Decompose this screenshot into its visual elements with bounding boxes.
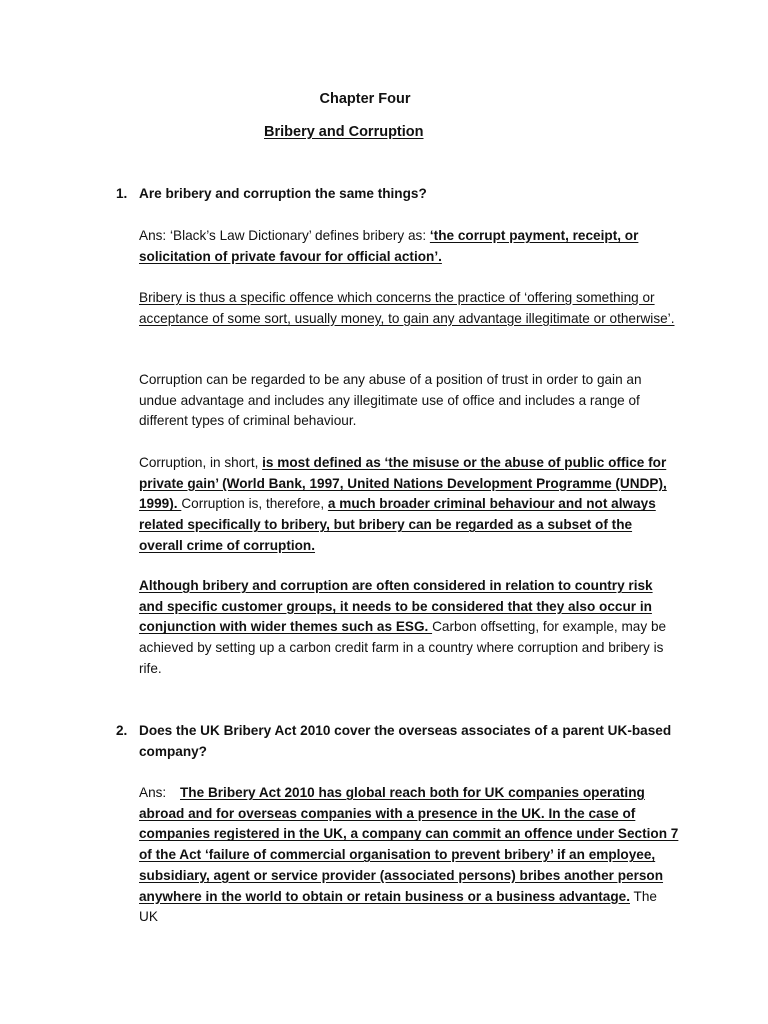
question-1-esg-paragraph: [139, 576, 679, 680]
definition-intro: Ans: ‘Black’s Law Dictionary’ defines bribery as:: [139, 228, 430, 243]
question-1-number: 1.: [116, 186, 128, 201]
question-2-answer: [139, 783, 679, 928]
corruption-intro: Corruption, in short,: [139, 455, 263, 470]
question-1-corruption-paragraph: Corruption can be regarded to be any abuse of a position of trust in order to gain an undue advantage and includes any illegitimate use of office and includes a range of different types of criminal behaviour.: [139, 372, 642, 429]
question-1-text: Are bribery and corruption the same things?: [139, 186, 427, 201]
definition-quote: ‘the corrupt payment, receipt, or solicitation of private favour for official action’.: [139, 228, 639, 264]
answer-label: Ans:: [139, 785, 167, 800]
document-title: Bribery and Corruption: [264, 124, 424, 140]
question-1-answer-definition: [139, 226, 679, 267]
chapter-heading: Chapter Four: [319, 91, 411, 107]
question-2-text: Does the UK Bribery Act 2010 cover the overseas associates of a parent UK-based company?: [139, 723, 672, 759]
bribery-act-statement: The Bribery Act 2010 has global reach both for UK companies operating abroad and for overseas companies with a presence in the UK. In the case of companies registered in the UK, a company can commit an offence under Section 7 of the Act ‘failure of commercial organisation to prevent bribery’ if an employee, subsidiary, agent or service provider (associated persons) bribes another person anywhere in the world to obtain or retain business or a business advantage.: [139, 785, 679, 904]
corruption-definition-quote: is most defined as ‘the misuse or the abuse of public office for private gain’ (World Bank, 1997, United Nations Development Programme (UNDP), 1999).: [139, 455, 667, 512]
answer-continuation: The UK: [139, 888, 657, 925]
question-1-corruption-definition: [139, 453, 679, 557]
corruption-therefore: Corruption is, therefore,: [181, 496, 328, 512]
carbon-offsetting-example: Carbon offsetting, for example, may be achieved by setting up a carbon credit farm in a country where corruption and bribery is rife.: [139, 619, 667, 676]
question-1-bribery-paragraph: Bribery is thus a specific offence which concerns the practice of ‘offering something or acceptance of some sort, usually money, to gain any advantage illegitimate or otherwise’.: [139, 290, 675, 326]
question-2-number: 2.: [116, 723, 128, 738]
esg-statement: Although bribery and corruption are often considered in relation to country risk and specific customer groups, it needs to be considered that they also occur in conjunction with wider themes such as ESG.: [139, 578, 653, 635]
corruption-broader-statement: a much broader criminal behaviour and not always related specifically to bribery, but bribery can be regarded as a subset of the overall crime of corruption.: [139, 496, 656, 553]
